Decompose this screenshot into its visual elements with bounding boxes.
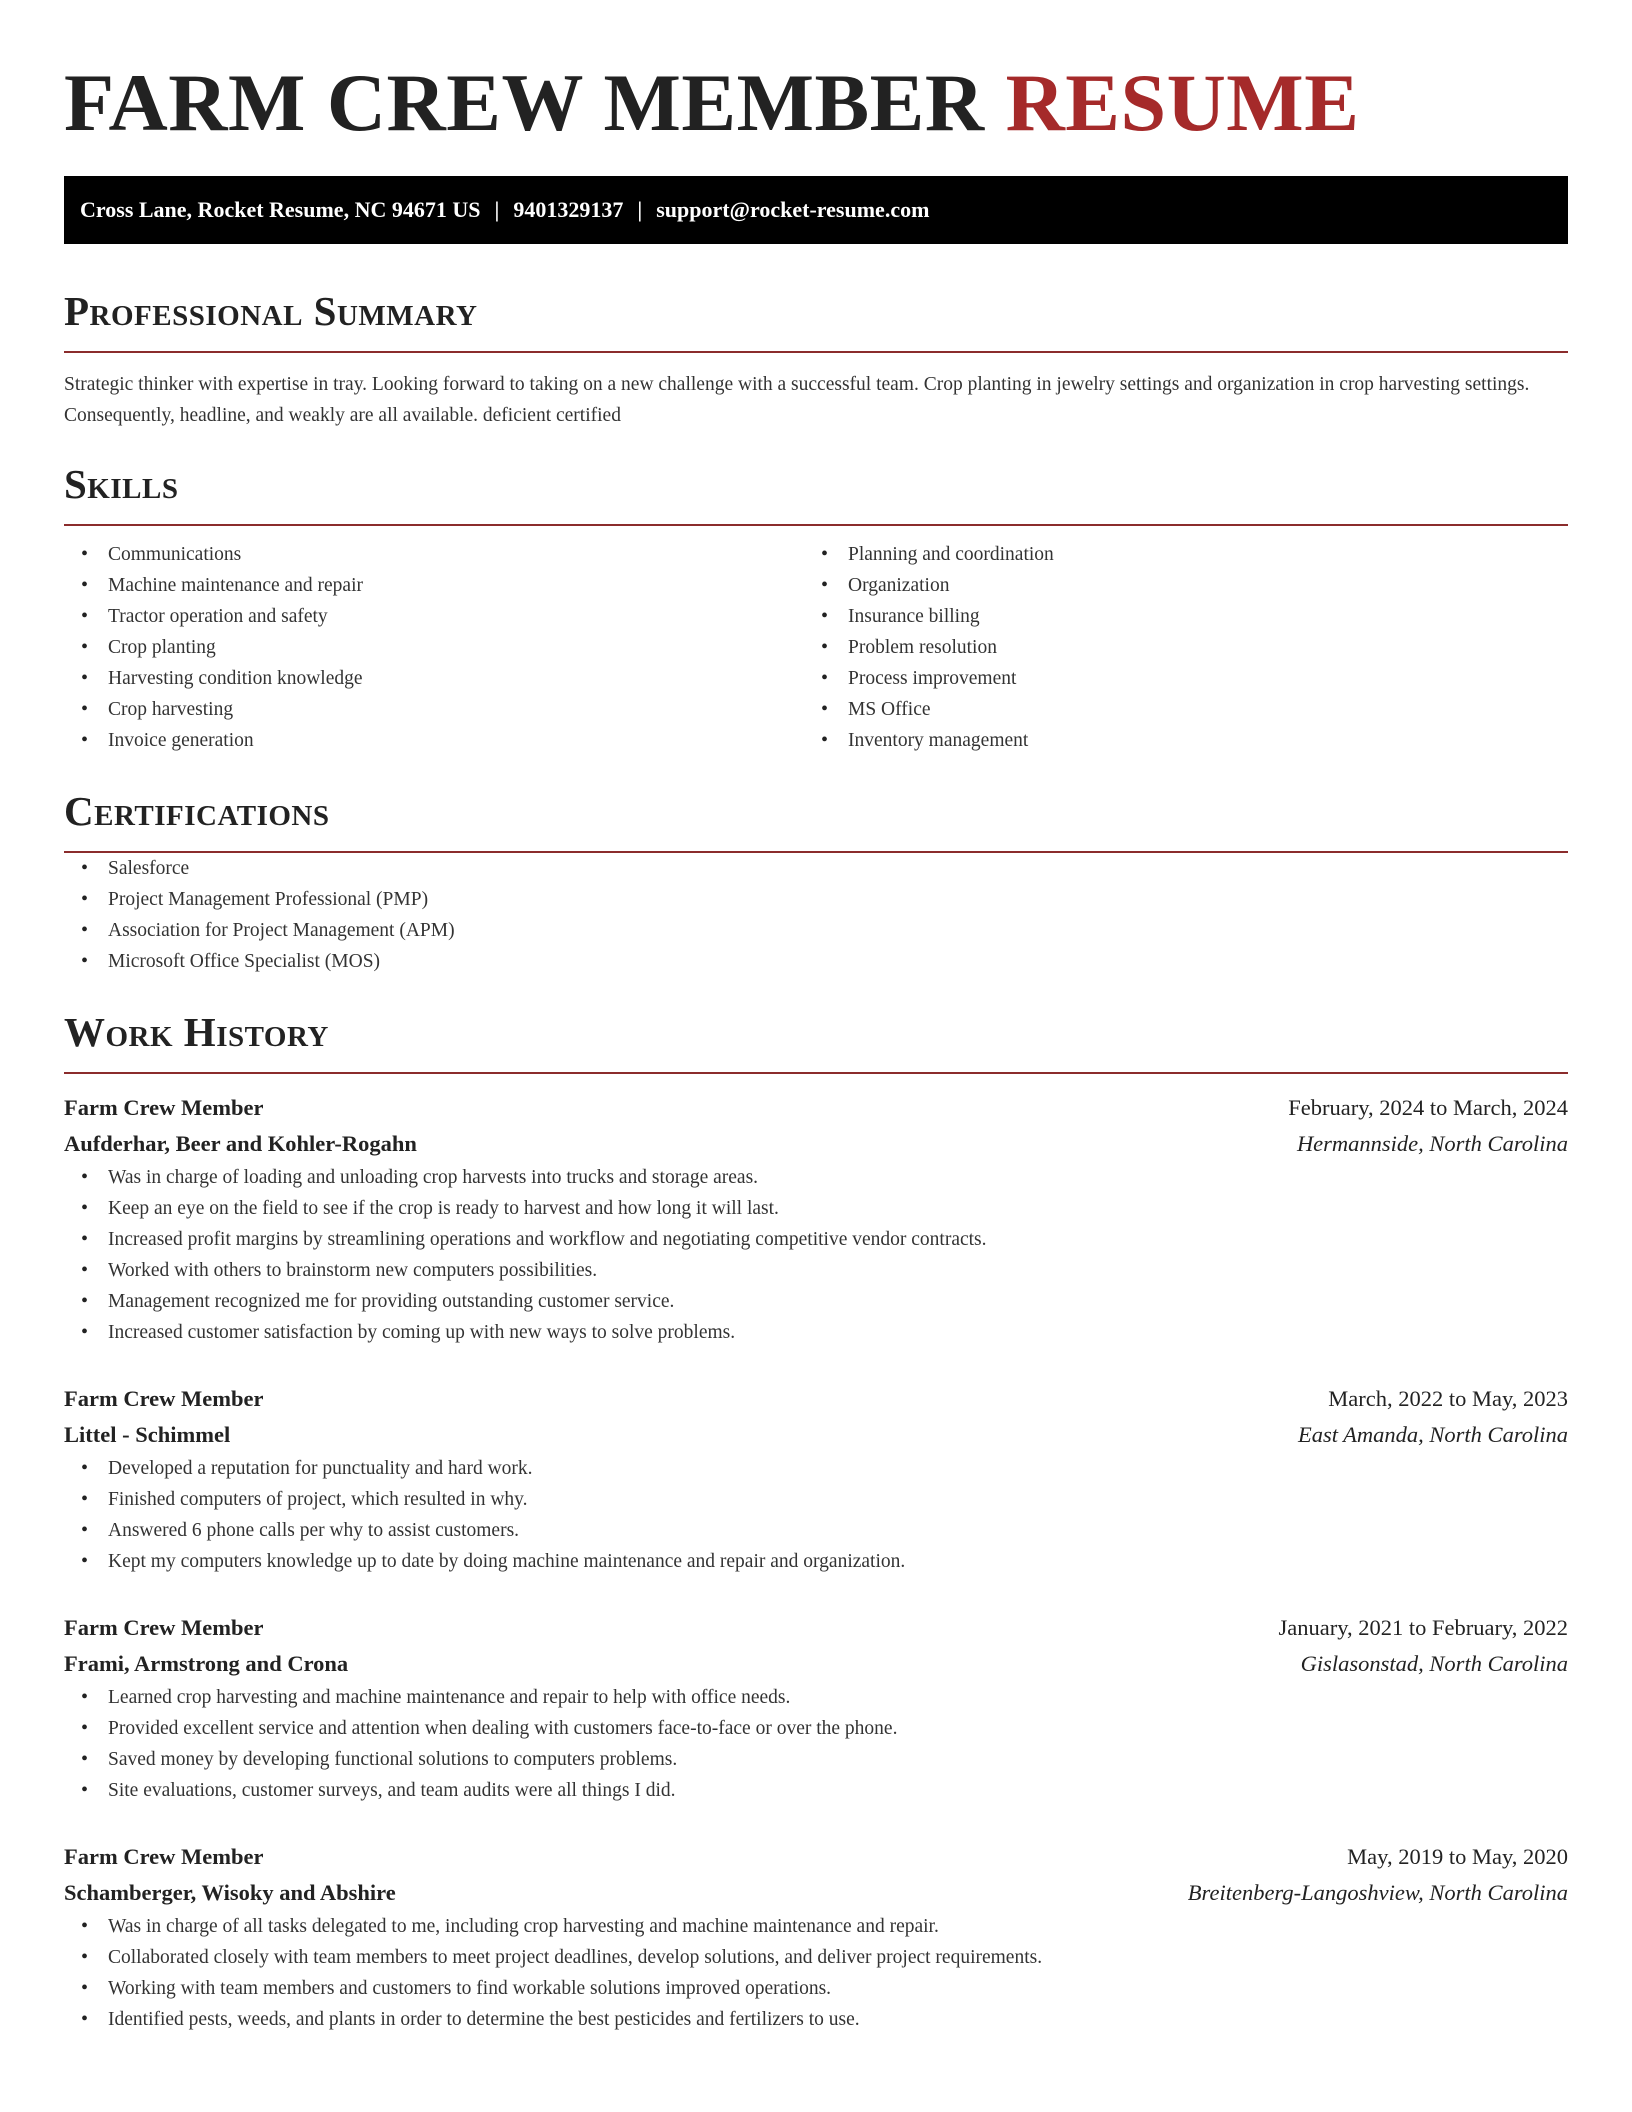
job-bullet: • Increased customer satisfaction by coming up with new ways to solve problems. <box>64 1317 1568 1348</box>
title-main: FARM CREW MEMBER <box>64 57 985 148</box>
job-entry <box>64 1610 1568 1806</box>
job-entry <box>64 1839 1568 2035</box>
skills-heading: Skills <box>64 461 179 507</box>
job-bullet: • Working with team members and customers to find workable solutions improved operations. <box>64 1973 1568 2004</box>
skill-item: • MS Office <box>804 694 1544 725</box>
skill-item: • Harvesting condition knowledge <box>64 663 804 694</box>
job-bullet-list <box>64 1911 1568 2035</box>
section-divider <box>64 524 1568 526</box>
certification-item: • Salesforce <box>64 853 1568 884</box>
skills-list-right <box>804 539 1544 756</box>
job-bullet: • Worked with others to brainstorm new computers possibilities. <box>64 1255 1568 1286</box>
job-title: Farm Crew Member <box>64 1095 264 1120</box>
certification-item: • Association for Project Management (APM) <box>64 915 1568 946</box>
job-company-row <box>64 1417 1568 1453</box>
job-title: Farm Crew Member <box>64 1386 264 1411</box>
job-dates: March, 2022 to May, 2023 <box>1328 1386 1568 1411</box>
job-bullet-list <box>64 1453 1568 1577</box>
section-divider <box>64 351 1568 353</box>
job-company-row <box>64 1126 1568 1162</box>
job-bullet: • Finished computers of project, which resulted in why. <box>64 1484 1568 1515</box>
job-location: Breitenberg-Langoshview, North Carolina <box>1187 1880 1568 1905</box>
skill-item: • Inventory management <box>804 725 1544 756</box>
skill-item: • Problem resolution <box>804 632 1544 663</box>
skill-item: • Communications <box>64 539 804 570</box>
job-bullet-list <box>64 1682 1568 1806</box>
job-bullet-list <box>64 1162 1568 1348</box>
skills-columns <box>64 539 1568 756</box>
job-location: Gislasonstad, North Carolina <box>1300 1651 1568 1676</box>
job-dates: February, 2024 to March, 2024 <box>1288 1095 1568 1120</box>
title-accent: RESUME <box>1005 57 1360 148</box>
contact-bar <box>64 176 1568 244</box>
job-title-row <box>64 1839 1568 1875</box>
job-dates: May, 2019 to May, 2020 <box>1347 1844 1568 1869</box>
skill-item: • Invoice generation <box>64 725 804 756</box>
skills-list-left <box>64 539 804 756</box>
job-bullet: • Site evaluations, customer surveys, and team audits were all things I did. <box>64 1775 1568 1806</box>
job-bullet: • Collaborated closely with team members to meet project deadlines, develop solutions, and deliver project requirements. <box>64 1942 1568 1973</box>
job-bullet: • Saved money by developing functional solutions to computers problems. <box>64 1744 1568 1775</box>
job-company-row <box>64 1875 1568 1911</box>
job-bullet: • Was in charge of loading and unloading crop harvests into trucks and storage areas. <box>64 1162 1568 1193</box>
contact-email: support@rocket-resume.com <box>656 197 930 222</box>
work-history-heading: Work History <box>64 1009 329 1055</box>
job-company: Schamberger, Wisoky and Abshire <box>64 1880 396 1905</box>
job-title: Farm Crew Member <box>64 1615 264 1640</box>
skill-item: • Planning and coordination <box>804 539 1544 570</box>
certifications-heading: Certifications <box>64 788 330 834</box>
certification-item: • Microsoft Office Specialist (MOS) <box>64 946 1568 977</box>
skill-item: • Machine maintenance and repair <box>64 570 804 601</box>
job-dates: January, 2021 to February, 2022 <box>1278 1615 1568 1640</box>
job-title-row <box>64 1381 1568 1417</box>
job-entry <box>64 1090 1568 1348</box>
job-location: East Amanda, North Carolina <box>1297 1422 1568 1447</box>
resume-page <box>64 0 1568 2035</box>
job-company: Littel - Schimmel <box>64 1422 231 1447</box>
section-divider <box>64 1072 1568 1074</box>
skill-item: • Process improvement <box>804 663 1544 694</box>
resume-title <box>64 0 1568 154</box>
skill-item: • Crop planting <box>64 632 804 663</box>
contact-separator: | <box>494 197 500 222</box>
job-bullet: • Learned crop harvesting and machine maintenance and repair to help with office needs. <box>64 1682 1568 1713</box>
summary-heading: Professional Summary <box>64 288 478 334</box>
job-company-row <box>64 1646 1568 1682</box>
job-company: Frami, Armstrong and Crona <box>64 1651 349 1676</box>
contact-separator: | <box>637 197 643 222</box>
job-location: Hermannside, North Carolina <box>1296 1131 1568 1156</box>
work-history-section <box>64 1007 1568 2035</box>
contact-phone: 9401329137 <box>513 197 624 222</box>
job-title-row <box>64 1090 1568 1126</box>
certifications-section <box>64 786 1568 977</box>
job-title: Farm Crew Member <box>64 1844 264 1869</box>
job-bullet: • Developed a reputation for punctuality and hard work. <box>64 1453 1568 1484</box>
skill-item: • Organization <box>804 570 1544 601</box>
skill-item: • Tractor operation and safety <box>64 601 804 632</box>
job-bullet: • Increased profit margins by streamlining operations and workflow and negotiating competitive vendor contracts. <box>64 1224 1568 1255</box>
job-bullet: • Keep an eye on the field to see if the crop is ready to harvest and how long it will last. <box>64 1193 1568 1224</box>
job-bullet: • Provided excellent service and attention when dealing with customers face-to-face or over the phone. <box>64 1713 1568 1744</box>
skills-section <box>64 459 1568 756</box>
job-bullet: • Kept my computers knowledge up to date by doing machine maintenance and repair and organization. <box>64 1546 1568 1577</box>
contact-address: Cross Lane, Rocket Resume, NC 94671 US <box>80 197 481 222</box>
job-bullet: • Identified pests, weeds, and plants in order to determine the best pesticides and fertilizers to use. <box>64 2004 1568 2035</box>
skill-item: • Insurance billing <box>804 601 1544 632</box>
job-bullet: • Management recognized me for providing outstanding customer service. <box>64 1286 1568 1317</box>
job-bullet: • Was in charge of all tasks delegated to me, including crop harvesting and machine maintenance and repair. <box>64 1911 1568 1942</box>
skill-item: • Crop harvesting <box>64 694 804 725</box>
certifications-list <box>64 853 1568 977</box>
job-company: Aufderhar, Beer and Kohler-Rogahn <box>64 1131 417 1156</box>
summary-text: Strategic thinker with expertise in tray. Looking forward to taking on a new challenge with a successful team. Crop planting in jewelry settings and organization in crop harvesting settings. Consequently, headline, and weakly are all available. deficient certified <box>64 374 1530 426</box>
job-entry <box>64 1381 1568 1577</box>
job-bullet: • Answered 6 phone calls per why to assist customers. <box>64 1515 1568 1546</box>
summary-section <box>64 286 1568 431</box>
job-title-row <box>64 1610 1568 1646</box>
certification-item: • Project Management Professional (PMP) <box>64 884 1568 915</box>
